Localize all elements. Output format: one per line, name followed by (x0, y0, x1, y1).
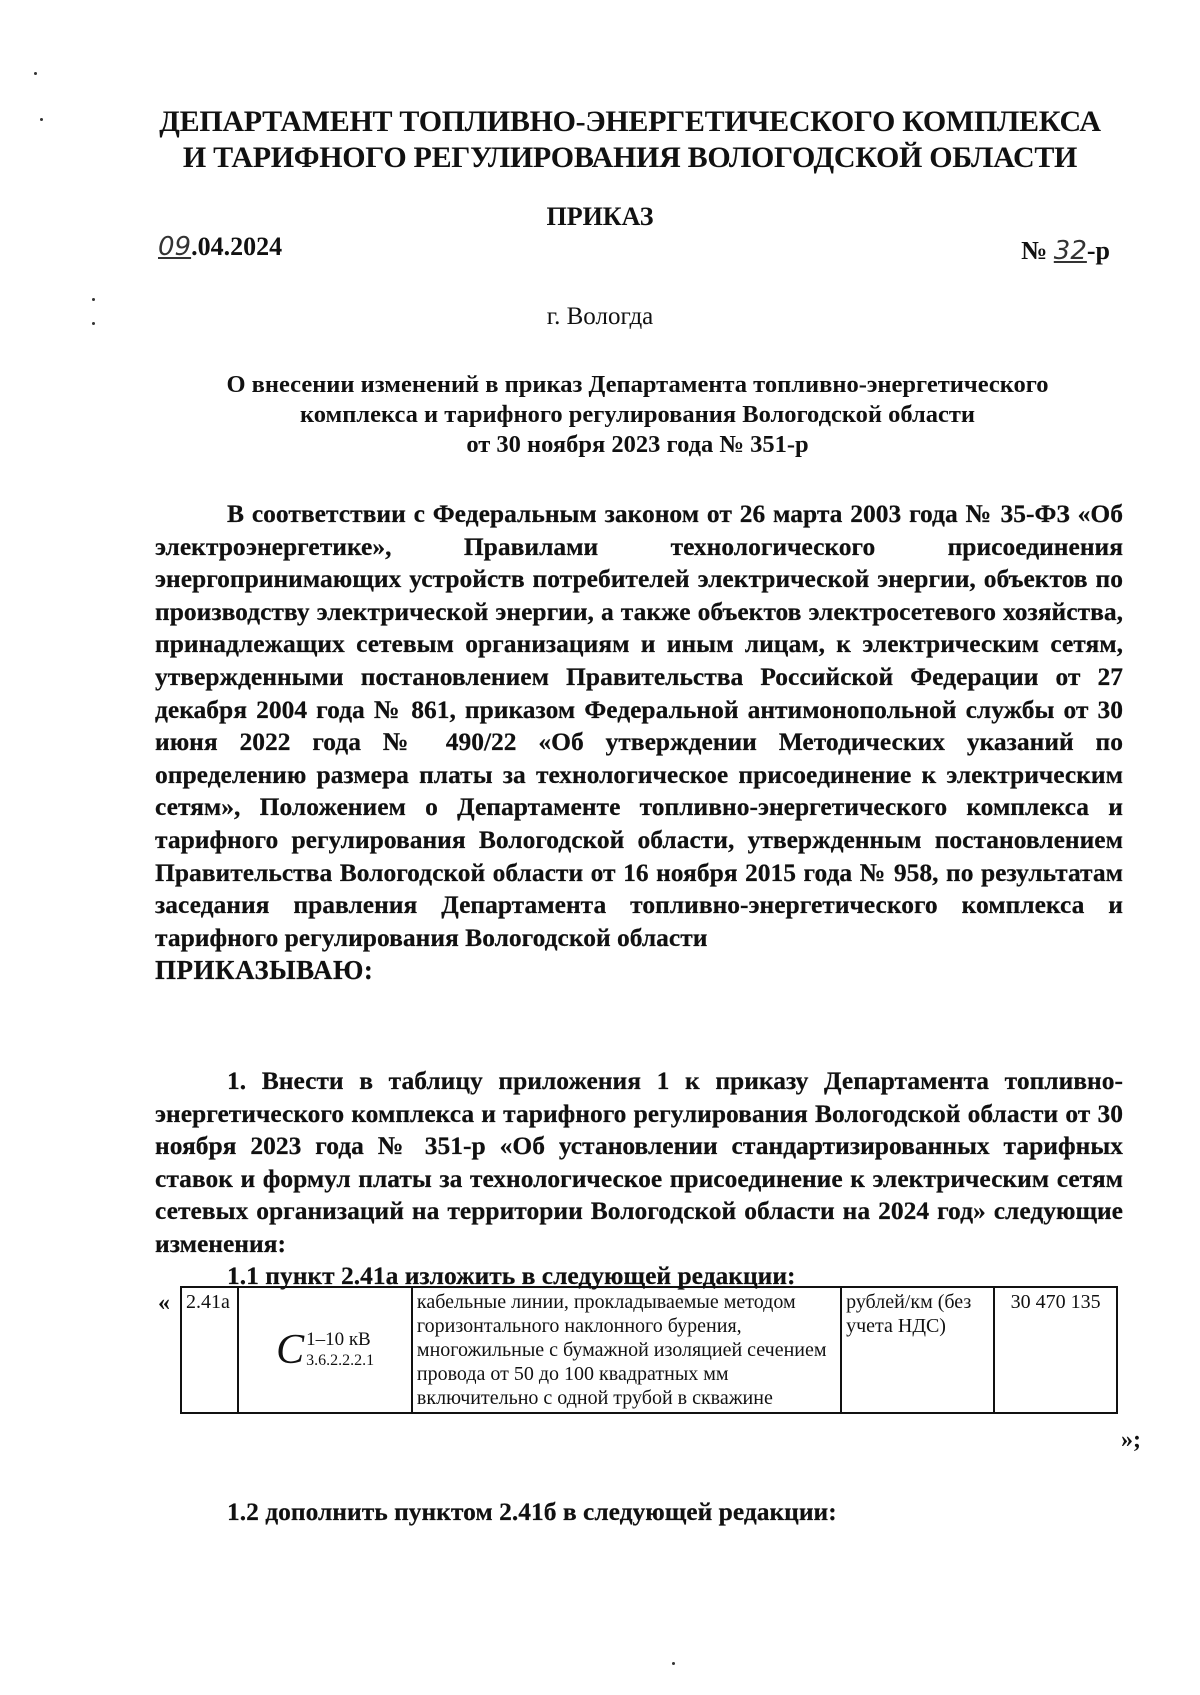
order-subject (150, 370, 1125, 460)
department-line-1: ДЕПАРТАМЕНТ ТОПЛИВНО-ЭНЕРГЕТИЧЕСКОГО КОМПЛЕКСА (159, 105, 1101, 138)
table-quote-open: « (158, 1290, 170, 1316)
table-quote-close: »; (1121, 1427, 1141, 1453)
department-heading (150, 104, 1110, 176)
row-value: 30 470 135 (994, 1287, 1117, 1413)
tariff-table (180, 1286, 1118, 1414)
preamble (155, 498, 1123, 987)
item-1 (155, 1065, 1123, 1261)
scan-speck (40, 118, 43, 121)
scan-speck (34, 72, 37, 75)
formula-indices (306, 1329, 374, 1371)
city: г. Вологда (546, 303, 654, 330)
formula-expression (276, 1329, 374, 1371)
subject-line-3: от 30 ноября 2023 года № 351-р (466, 431, 809, 458)
date-day-handwritten: 09 (158, 232, 192, 262)
number-handwritten: 32 (1053, 236, 1087, 266)
row-code: 2.41а (181, 1287, 238, 1413)
formula-subscript: 3.6.2.2.2.1 (306, 1352, 375, 1369)
subject-line-2: комплекса и тарифного регулирования Вологодской области (299, 401, 976, 428)
department-line-2: И ТАРИФНОГО РЕГУЛИРОВАНИЯ ВОЛОГОДСКОЙ ОБЛАСТИ (182, 141, 1078, 174)
table-row (181, 1287, 1117, 1413)
item-1-1: 1.1 пункт 2.41а изложить в следующей редакции: (227, 1261, 796, 1290)
decree-word: ПРИКАЗЫВАЮ: (155, 955, 374, 986)
scan-speck (92, 322, 95, 325)
item-1-2: 1.2 дополнить пунктом 2.41б в следующей редакции: (227, 1497, 837, 1526)
scan-speck (672, 1662, 675, 1665)
row-unit: рублей/км (без учета НДС) (841, 1287, 994, 1413)
subject-line-1: О внесении изменений в приказ Департамента топливно-энергетического (226, 371, 1049, 398)
row-formula (238, 1287, 412, 1413)
preamble-paragraph: В соответствии с Федеральным законом от 26 марта 2003 года № 35-ФЗ «Об электроэнергетике», Правилами технологического присоединения энергопринимающих устройств потребителей электрической энергии, объектов по производству электрической энергии, а также объектов электросетевого хозяйства, принадлежащих сетевым организациям и иным лицам, к электрическим сетям, утвержденными постановлением Правительства Российской Федерации от 27 декабря 2004 года № 861, приказом Федеральной антимонопольной службы от 30 июня 2022 года № 490/22 «Об утверждении Методических указаний по определению размера платы за технологическое присоединение к электрическим сетям», Положением о Департаменте топливно-энергетического комплекса и тарифного регулирования Вологодской области, утвержденным постановлением Правительства Вологодской области от 16 ноября 2015 года № 958, по результатам заседания правления Департамента топливно-энергетического комплекса и тарифного регулирования Вологодской области (155, 499, 1123, 952)
row-description: кабельные линии, прокладываемые методом горизонтального наклонного бурения, многожильные с бумажной изоляцией сечением провода от 50 до 100 квадратных мм включительно с одной трубой в скважине (412, 1287, 841, 1413)
formula-main: C (276, 1327, 305, 1373)
item-1-paragraph: 1. Внести в таблицу приложения 1 к приказу Департамента топливно-энергетического комплекса и тарифного регулирования Вологодской области от 30 ноября 2023 года № 351-р «Об установлении стандартизированных тарифных ставок и формул платы за технологическое присоединение к электрическим сетям сетевых организаций на территории Вологодской области на 2024 год» следующие изменения: (155, 1066, 1123, 1258)
number-prefix: № (1021, 236, 1054, 265)
formula-superscript: 1–10 кВ (306, 1329, 371, 1350)
scan-speck (92, 298, 95, 301)
order-number (1021, 236, 1110, 266)
number-suffix: -р (1086, 236, 1110, 265)
doc-type-title: ПРИКАЗ (546, 202, 654, 231)
date-rest: .04.2024 (191, 232, 283, 261)
order-date (158, 232, 282, 262)
